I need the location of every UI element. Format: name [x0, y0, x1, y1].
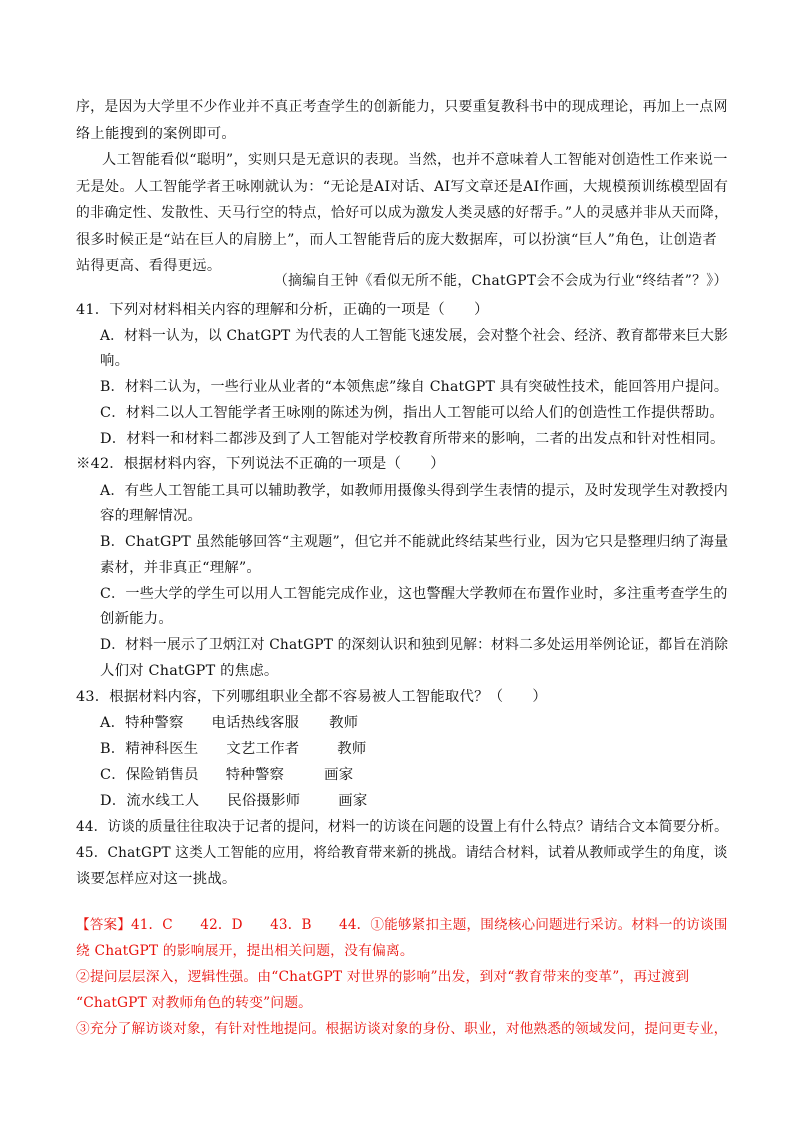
passage-line-3: 人工智能看似“聪明”，实则只是无意识的表现。当然，也并不意味着人工智能对创造性工作来说一: [102, 152, 728, 168]
q41-option-d: D．材料一和材料二都涉及到了人工智能对学校教育所带来的影响，二者的出发点和针对性相同。: [100, 431, 725, 447]
q43-option-a-job-2: 电话热线客服: [211, 715, 300, 731]
q43-option-d-job-1: D．流水线工人: [100, 793, 200, 809]
q42-option-b-cont: 素材，并非真正“理解”。: [100, 560, 262, 576]
q42-option-d: D．材料一展示了卫炳江对 ChatGPT 的深刻认识和独到见解：材料二多处运用举例论证，都旨在消除: [100, 637, 729, 653]
passage-line-4: 无是处。人工智能学者王咏刚就认为：“无论是AI对话、AI写文章还是AI作画，大规模预训练模型固有: [76, 179, 729, 195]
answer-line-1: 【答案】41．C 42．D 43．B 44．①能够紧扣主题，围绕核心问题进行采访。材料一的访谈围: [76, 917, 728, 933]
answer-line-4: “ChatGPT 对教师角色的转变”问题。: [76, 995, 313, 1011]
passage-line-5: 的非确定性、发散性、天马行空的特点，恰好可以成为激发人类灵感的好帮手。”人的灵感并非从天而降，: [76, 205, 729, 221]
q41-option-c: C．材料二以人工智能学者王咏刚的陈述为例，指出人工智能可以给人们的创造性工作提供帮助。: [100, 405, 725, 421]
q41-option-b: B．材料二认为，一些行业从业者的“本领焦虑”缘自 ChatGPT 具有突破性技术，能回答用户提问。: [100, 379, 729, 395]
q45-question-line-1: 45．ChatGPT 这类人工智能的应用，将给教育带来新的挑战。请结合材料，试着从教师或学生的角度，谈: [76, 845, 728, 861]
q41-option-a: A．材料一认为，以 ChatGPT 为代表的人工智能飞速发展，会对整个社会、经济、教育都带来巨大影: [100, 328, 728, 344]
q43-option-b-job-1: B．精神科医生: [100, 741, 199, 757]
q43-option-d-job-2: 民俗摄影师: [227, 793, 301, 809]
passage-line-6: 很多时候正是“站在巨人的肩膀上”，而人工智能背后的庞大数据库，可以扮演“巨人”角色，让创造者: [76, 232, 717, 248]
answer-line-3: ②提问层层深入，逻辑性强。由“ChatGPT 对世界的影响”出发，到对“教育带来的变革”，再过渡到: [76, 969, 690, 985]
q43-option-c: [100, 763, 353, 784]
q43-option-b-job-2: 文艺工作者: [226, 741, 300, 757]
answer-line-5: ③充分了解访谈对象，有针对性地提问。根据访谈对象的身份、职业，对他熟悉的领域发问，提问更专业，: [76, 1021, 728, 1037]
q43-option-c-job-2: 特种警察: [225, 767, 285, 783]
q41-stem: 41．下列对材料相关内容的理解和分析，正确的一项是（ ）: [76, 302, 489, 318]
q43-option-d-job-3: 画家: [338, 793, 368, 809]
q43-option-a: [100, 711, 358, 732]
passage-line-2: 络上能搜到的案例即可。: [76, 126, 236, 142]
q43-option-c-job-1: C．保险销售员: [100, 767, 199, 783]
q43-option-d: [100, 789, 367, 810]
passage-line-1: 序，是因为大学里不少作业并不真正考查学生的创新能力，只要重复教科书中的现成理论，再加上一点网: [76, 99, 728, 115]
q42-option-d-cont: 人们对 ChatGPT 的焦虑。: [100, 663, 279, 679]
q42-option-a-cont: 容的理解情况。: [100, 508, 203, 524]
q43-option-b: [100, 737, 366, 758]
q44-question: 44．访谈的质量往往取决于记者的提问，材料一的访谈在问题的设置上有什么特点？请结合文本简要分析。: [76, 819, 728, 835]
q43-option-b-job-3: 教师: [337, 741, 367, 757]
q42-option-c: C．一些大学的学生可以用人工智能完成作业，这也警醒大学教师在布置作业时，多注重考查学生的: [100, 586, 728, 602]
q42-option-b: B．ChatGPT 虽然能够回答“主观题”，但它并不能就此终结某些行业，因为它只是整理归纳了海量: [100, 534, 729, 550]
answer-line-2: 绕 ChatGPT 的影响展开，提出相关问题，没有偏离。: [76, 943, 414, 959]
q42-option-a: A．有些人工智能工具可以辅助教学，如教师用摄像头得到学生表情的提示，及时发现学生对教授内: [100, 483, 728, 499]
q43-option-c-job-3: 画家: [324, 767, 354, 783]
passage-line-7: 站得更高、看得更远。: [76, 258, 222, 274]
q43-option-a-job-1: A．特种警察: [100, 715, 184, 731]
q43-stem: 43．根据材料内容，下列哪组职业全都不容易被人工智能取代？（ ）: [76, 689, 548, 705]
q45-question-line-2: 谈要怎样应对这一挑战。: [76, 871, 237, 887]
q42-option-c-cont: 创新能力。: [100, 611, 173, 627]
q42-stem: ※42．根据材料内容，下列说法不正确的一项是（ ）: [76, 456, 445, 472]
passage-source: （摘编自王钟《看似无所不能，ChatGPT会不会成为行业“终结者”？》）: [274, 273, 728, 289]
q41-option-a-cont: 响。: [100, 353, 130, 369]
q43-option-a-job-3: 教师: [329, 715, 359, 731]
